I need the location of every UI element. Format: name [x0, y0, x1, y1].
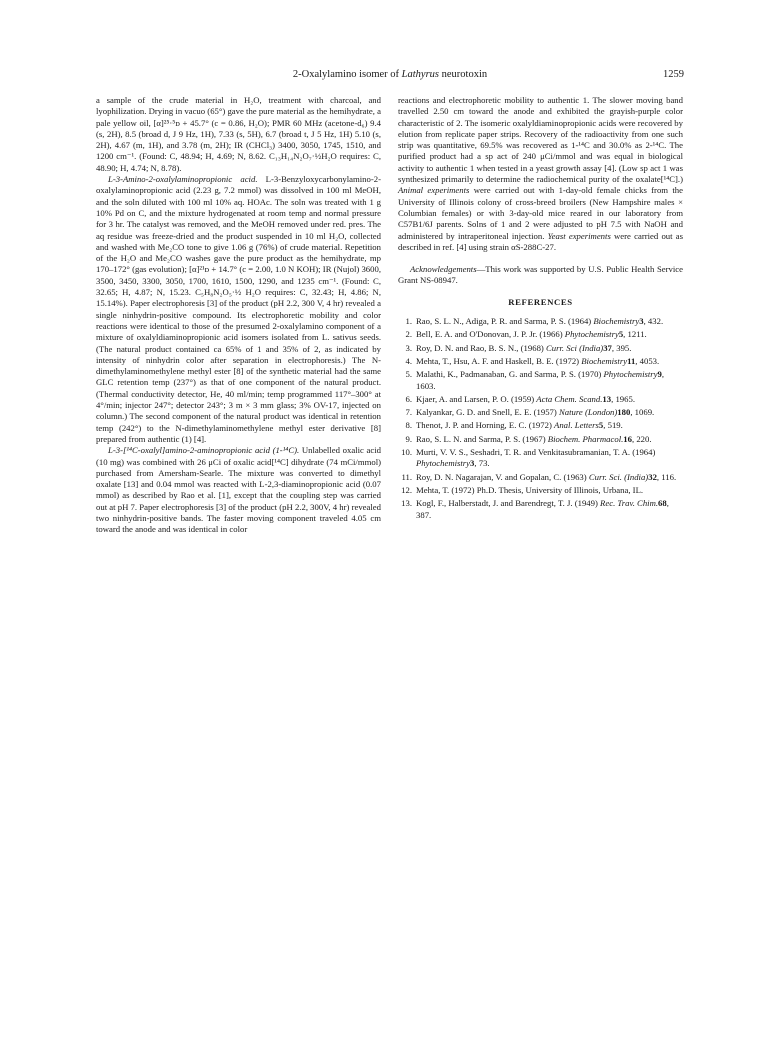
running-head-title-prefix: 2-Oxalylamino isomer of — [292, 69, 402, 80]
reference-volume: 3 — [470, 458, 475, 469]
acknowledgements-heading: Acknowledgements — [410, 264, 477, 275]
reference-journal: Biochemistry — [593, 316, 640, 327]
reference-authors: Thenot, J. P. and Horning, E. C. (1972) — [416, 420, 555, 431]
reference-item — [398, 356, 683, 367]
running-head-title-italic: Lathyrus — [401, 69, 439, 80]
reference-authors: Roy, D. N. and Rao, B. S. N., (1968) — [416, 342, 546, 353]
reference-number: 13. — [401, 498, 412, 509]
reference-volume: 5 — [618, 329, 624, 340]
references-list — [398, 316, 683, 521]
page-number: 1259 — [663, 69, 684, 80]
running-head-title — [96, 68, 684, 82]
reference-pages: , 73. — [474, 458, 490, 469]
reference-authors: Roy, D. N. Nagarajan, V. and Gopalan, C. (1963) — [416, 471, 589, 482]
reference-pages: , 519. — [603, 420, 623, 431]
reference-item — [398, 485, 683, 496]
reference-volume: 32 — [648, 471, 657, 482]
reference-number: 4. — [405, 355, 412, 366]
body-paragraph — [96, 174, 381, 445]
reference-number: 1. — [405, 316, 412, 327]
reference-pages: , 1211. — [623, 329, 647, 340]
reference-number: 9. — [405, 433, 412, 444]
section-run-in-heading: L-3-[¹⁴C-oxalyl]amino-2-aminopropionic acid (1-¹⁴C). — [108, 445, 300, 456]
acknowledgements-text: —This work was supported by U.S. Public Health Service Grant NS-08947. — [398, 264, 683, 286]
reference-item — [398, 407, 683, 418]
body-text: reactions and electrophoretic mobility to authentic 1. The slower moving band travelled 2.50 cm toward the anode and exhibited the grayish-purple color characteristic of 2. The isomeric oxalyldiaminopropionic acids were recovered by elution from replicate paper strips. Recovery of the radioactivity from one such strip was quantitative, 69.5% was recovered as 1-¹⁴C and 30.0% as 2-¹⁴C. The purified product had a sp act of 240 μCi/mmol and was equal in biological activity to authentic 1 when tested in a yeast growth assay [4]. (Low sp act 1 was synthesized primarily to determine the radiochemical purity of the oxalate[¹⁴C].) — [398, 95, 683, 185]
references-heading: REFERENCES — [508, 296, 573, 307]
reference-pages: , 1603. — [416, 369, 665, 391]
left-column — [96, 95, 381, 536]
reference-volume: 5 — [598, 420, 604, 431]
reference-pages: , 116. — [656, 471, 677, 482]
reference-authors: Mehta, T., Hsu, A. F. and Haskell, B. E. (1972) — [416, 355, 582, 366]
reference-item — [398, 420, 683, 431]
reference-volume: 68 — [658, 498, 667, 509]
reference-item — [398, 472, 683, 483]
acknowledgements — [398, 264, 683, 287]
section-run-in-heading: Yeast experiments — [544, 230, 611, 241]
body-paragraph — [398, 95, 683, 253]
reference-number: 2. — [405, 329, 412, 340]
reference-volume: 37 — [603, 342, 612, 353]
reference-journal: Biochem. Pharmacol. — [547, 433, 624, 444]
reference-authors: Rao, S. L. N., Adiga, P. R. and Sarma, P. S. (1964) — [416, 316, 594, 327]
reference-item — [398, 498, 683, 521]
reference-journal: Phytochemistry — [603, 369, 658, 380]
reference-item — [398, 316, 683, 327]
body-text: L-3-Benzyloxycarbonylamino-2-oxalylaminopropionic acid (2.23 g, 7.2 mmol) was dissolved in 100 ml MeOH, and the soln diluted with 100 ml 10% aq. HOAc. The soln was treated with 1 g 10% Pd on C, and the mixture hydrogenated at room temp and normal pressure for 3 hr. The catalyst was removed, and the MeOH removed under red. pres. The aq residue was freeze-dried and the product suspended in 10 ml H₂O, collected and washed with Me₂CO tone to give 1.06 g (76%) of crude material. Repetition of the H₂O and Me₂CO washes gave the pure product as the hemihydrate, mp 170–172° (gas evolution); [α]²¹ᴅ + 14.7° (c = 2.00, 1.0 N KOH); IR (Nujol) 3600, 3500, 3450, 3300, 3050, 1700, 1610, 1500, 1290, and 1235 cm⁻¹. (Found: C, 32.65; H, 4.87; N, 15.23. C₅H₈N₂O₅·½ H₂O requires: C, 32.43; H, 4.86; N, 15.14%). Paper electrophoresis [3] of the product (pH 2.2, 300 V, 4 hr) revealed a single ninhydrin-positive compound. Its electrophoretic mobility and color reactions were identical to those of the presumed 2-oxalylamino component of a mixture of oxalyldiaminopropionic acid isomers isolated from L. sativus seeds. (The natural product contained ca 65% of 1 and 35% of 2, as indicated by intensity of ninhydrin color after separation in electrophoresis.) The N-dimethylaminomethylene methyl ester [8] of the synthetic material had the same GLC retention temp (237°) as that of one component of the natural product. (Thermal conductivity detector, He, 40 ml/min; temp programmed 117°–300° at 4°/min; injector 247°; detector 243°; 3 m × 3 mm glass; 3% OV-17, injected on column.) The second component of the natural product was identical in retention temp (242°) to the N-dimethylaminomethylene methyl ester derivative [8] prepared from authentic (1) [4]. — [96, 174, 381, 444]
reference-journal: Acta Chem. Scand. — [536, 393, 603, 404]
spacer — [398, 253, 683, 264]
reference-number: 11. — [401, 471, 412, 482]
reference-item — [398, 369, 683, 392]
reference-volume: 9 — [657, 369, 662, 380]
reference-journal: Biochemistry — [581, 355, 628, 366]
reference-pages: , 395. — [611, 342, 632, 353]
reference-number: 6. — [405, 393, 412, 404]
section-run-in-heading: Animal experiments — [398, 185, 470, 196]
reference-authors: Malathi, K., Padmanaban, G. and Sarma, P. S. (1970) — [416, 369, 604, 380]
body-text: were carried out as described in ref. [4] using strain αS-288C-27. — [398, 230, 683, 252]
reference-pages: , 1965. — [611, 393, 635, 404]
reference-authors: Kalyankar, G. D. and Snell, E. E. (1957) — [416, 407, 559, 418]
reference-authors: Murti, V. V. S., Seshadri, T. R. and Venkitasubramanian, T. A. (1964) — [416, 447, 656, 458]
reference-number: 8. — [405, 420, 412, 431]
reference-number: 3. — [405, 342, 412, 353]
reference-volume: 3 — [639, 316, 644, 327]
reference-volume: 180 — [617, 407, 631, 418]
reference-item — [398, 434, 683, 445]
running-head-title-suffix: neurotoxin — [439, 69, 488, 80]
reference-number: 12. — [401, 484, 412, 495]
reference-pages: , 220. — [631, 433, 652, 444]
reference-authors: Bell, E. A. and O'Donovan, J. P. Jr. (1966) — [416, 329, 565, 340]
reference-item — [398, 394, 683, 405]
reference-item — [398, 329, 683, 340]
reference-journal: Phytochemistry — [416, 458, 471, 469]
reference-pages: , 432. — [643, 316, 664, 327]
reference-number: 10. — [401, 447, 412, 458]
body-text: were carried out with 1-day-old female chicks from the University of Illinois colony of cross-breed broilers (New Hampshire males × Columbian females) or with 3-day-old mice reared in our laboratory from C57B1/6J parents. Solns of 1 and 2 were adjusted to pH 7.5 with NaOH and administered by intraperitoneal injection. — [398, 185, 683, 241]
reference-journal: Nature (London) — [558, 407, 618, 418]
reference-item — [398, 343, 683, 354]
reference-journal: Curr. Sci. (India) — [588, 471, 649, 482]
reference-number: 5. — [405, 369, 412, 380]
body-paragraph — [96, 445, 381, 535]
reference-pages: , 4053. — [635, 355, 660, 366]
reference-number: 7. — [405, 407, 412, 418]
reference-journal: Rec. Trav. Chim. — [600, 498, 659, 509]
reference-authors: Mehta, T. (1972) Ph.D. Thesis, University of Illinois, Urbana, IL. — [416, 484, 644, 495]
right-column — [398, 95, 683, 523]
body-paragraph: a sample of the crude material in H₂O, treatment with charcoal, and lyophilization. Drying in vacuo (65°) gave the pure material as the hemihydrate, a pale yellow oil, [α]²⁵·⁵ᴅ + 45.7° (c = 0.86, H₂O); PMR 60 MHz (acetone-d₆) 9.4 (s, 2H), 8.5 (broad d, J 9 Hz, 1H), 7.33 (s, 5H), 6.7 (broad t, J 5 Hz, 1H) 5.10 (s, 2H), 4.67 (m, 1H), and 3.78 (m, 2H); IR (CHCl₃) 3400, 3050, 1745, 1510, and 1200 cm⁻¹. (Found: C, 48.94; H, 4.69; N, 8.62. C₁₃H₁₄N₂O₇·½H₂O requires: C, 48.90; H, 4.74; N, 8.78). — [96, 95, 381, 173]
reference-authors: Kjaer, A. and Larsen, P. O. (1959) — [416, 393, 537, 404]
reference-volume: 16 — [623, 433, 632, 444]
reference-journal: Curr. Sci (India) — [546, 342, 604, 353]
reference-pages: , 387. — [416, 498, 669, 520]
reference-journal: Anal. Letters — [554, 420, 599, 431]
reference-item — [398, 447, 683, 470]
reference-authors: Rao, S. L. N. and Sarma, P. S. (1967) — [416, 433, 548, 444]
body-text: Unlabelled oxalic acid (10 mg) was combined with 26 μCi of oxalic acid[¹⁴C] dihydrate (74 mCi/mmol) purchased from Amersham-Searle. The mixture was converted to dimethyl oxalate [13] and 0.04 mmol was reacted with L-2,3-diaminopropionic acid (0.07 mmol) as described by Rao et al. [1], except that the coupling step was carried out at pH 7. Paper electrophoresis [3] of the product (pH 2.2, 300V, 4 hr) revealed two ninhydrin-positive bands. The faster moving component traveled 4.05 cm toward the anode and was identical in color — [96, 445, 381, 535]
reference-volume: 11 — [627, 355, 636, 366]
reference-volume: 13 — [602, 393, 612, 404]
reference-pages: , 1069. — [630, 407, 655, 418]
section-run-in-heading: L-3-Amino-2-oxalylaminopropionic acid. — [108, 174, 258, 185]
reference-journal: Phytochemistry — [564, 329, 619, 340]
reference-authors: Kogl, F., Halberstadt, J. and Barendregt, T. J. (1949) — [416, 498, 601, 509]
